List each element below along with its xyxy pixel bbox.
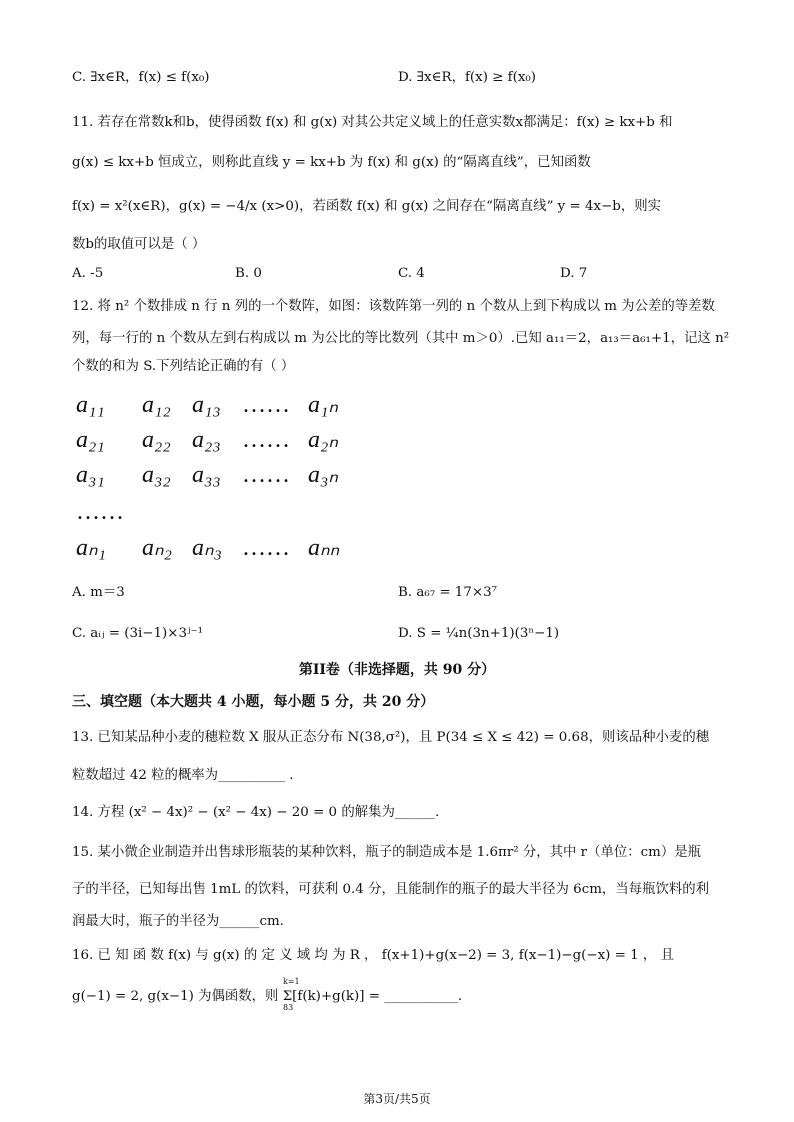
matrix-cell: ……: [76, 499, 124, 525]
q12-option-d: D. S = ¼n(3n+1)(3ⁿ−1): [398, 626, 560, 641]
q12-line-3: 个数的和为 S.下列结论正确的有（ ）: [72, 359, 295, 374]
q12-option-c: C. aᵢⱼ = (3i−1)×3ʲ⁻¹: [72, 626, 203, 641]
q16-line-2: g(−1) = 2, g(x−1) 为偶函数，则 Σ[f(k)+g(k)] = ___________.: [72, 989, 463, 1004]
q10-option-c: C. ∃x∈R，f(x) ≤ f(x₀): [72, 70, 210, 85]
matrix-cell: a₁₂: [142, 392, 171, 418]
q12-option-a: A. m＝3: [72, 585, 125, 600]
q11-line-2: g(x) ≤ kx+b 恒成立，则称此直线 y = kx+b 为 f(x) 和 g(x) 的“隔离直线”，已知函数: [72, 155, 591, 170]
q13-line-1: 13. 已知某品种小麦的穗粒数 X 服从正态分布 N(38,σ²)，且 P(34 ≤ X ≤ 42) = 0.68，则该品种小麦的穗: [72, 730, 710, 745]
matrix-cell: a₂₃: [192, 427, 221, 453]
matrix-cell: a₁₃: [192, 392, 221, 418]
q12-option-b: B. a₆₇ = 17×3⁷: [398, 585, 497, 600]
matrix-cell: a₃₁: [76, 462, 105, 488]
q16-line-1: 16. 已 知 函 数 f(x) 与 g(x) 的 定 义 域 均 为 R ， f(x+1)+g(x−2) = 3, f(x−1)−g(−x) = 1 ， 且: [72, 948, 674, 963]
q12-line-1: 12. 将 n² 个数排成 n 行 n 列的一个数阵，如图：该数阵第一列的 n 个数从上到下构成以 m 为公差的等差数: [72, 299, 715, 314]
q15-line-2: 子的半径，已知每出售 1mL 的饮料，可获利 0.4 分，且能制作的瓶子的最大半径为 6cm，当每瓶饮料的利: [72, 882, 710, 897]
matrix-cell: a₂ₙ: [308, 427, 338, 453]
matrix-cell: aₙ₃: [192, 535, 222, 561]
matrix-cell: a₃₂: [142, 462, 171, 488]
matrix-cell: ……: [242, 427, 290, 453]
q11-option-d: D. 7: [560, 266, 588, 281]
part-title: 第II卷（非选择题，共 90 分）: [298, 662, 496, 678]
q11-option-b: B. 0: [235, 266, 262, 281]
matrix-cell: a₃₃: [192, 462, 221, 488]
sum-upper-limit: k=1: [283, 977, 300, 986]
sum-lower-limit: 83: [283, 1003, 294, 1012]
matrix-cell: a₃ₙ: [308, 462, 338, 488]
matrix-cell: aₙ₂: [142, 535, 172, 561]
q11-line-4: 数b的取值可以是（ ）: [72, 237, 206, 252]
matrix-cell: aₙ₁: [76, 535, 106, 561]
q11-line-3: f(x) = x²(x∈R)，g(x) = −4/x (x>0)，若函数 f(x) 和 g(x) 之间存在“隔离直线” y = 4x−b，则实: [72, 199, 662, 214]
matrix-cell: a₁ₙ: [308, 392, 338, 418]
page-number: 第3页/共5页: [363, 1092, 431, 1106]
q11-option-c: C. 4: [398, 266, 425, 281]
q14-line-1: 14. 方程 (x² − 4x)² − (x² − 4x) − 20 = 0 的解集为______.: [72, 805, 440, 820]
q11-line-1: 11. 若存在常数k和b，使得函数 f(x) 和 g(x) 对其公共定义域上的任意实数x都满足：f(x) ≥ kx+b 和: [72, 115, 673, 130]
matrix-cell: a₁₁: [76, 392, 105, 418]
q13-line-2: 粒数超过 42 粒的概率为__________ .: [72, 768, 294, 783]
matrix-cell: a₂₁: [76, 427, 105, 453]
matrix-cell: ……: [242, 535, 290, 561]
q10-option-d: D. ∃x∈R，f(x) ≥ f(x₀): [398, 70, 536, 85]
matrix-cell: ……: [242, 462, 290, 488]
matrix-cell: aₙₙ: [308, 535, 340, 561]
q15-line-3: 润最大时，瓶子的半径为______cm.: [72, 914, 284, 929]
q11-option-a: A. -5: [72, 266, 104, 281]
matrix-cell: ……: [242, 392, 290, 418]
q12-line-2: 列，每一行的 n 个数从左到右构成以 m 为公比的等比数列（其中 m＞0）.已知 a₁₁＝2，a₁₃＝a₆₁+1，记这 n²: [72, 331, 730, 346]
q15-line-1: 15. 某小微企业制造并出售球形瓶装的某种饮料，瓶子的制造成本是 1.6πr² 分，其中 r（单位：cm）是瓶: [72, 845, 702, 860]
matrix-cell: a₂₂: [142, 427, 171, 453]
section-heading: 三、填空题（本大题共 4 小题，每小题 5 分，共 20 分）: [72, 694, 435, 710]
